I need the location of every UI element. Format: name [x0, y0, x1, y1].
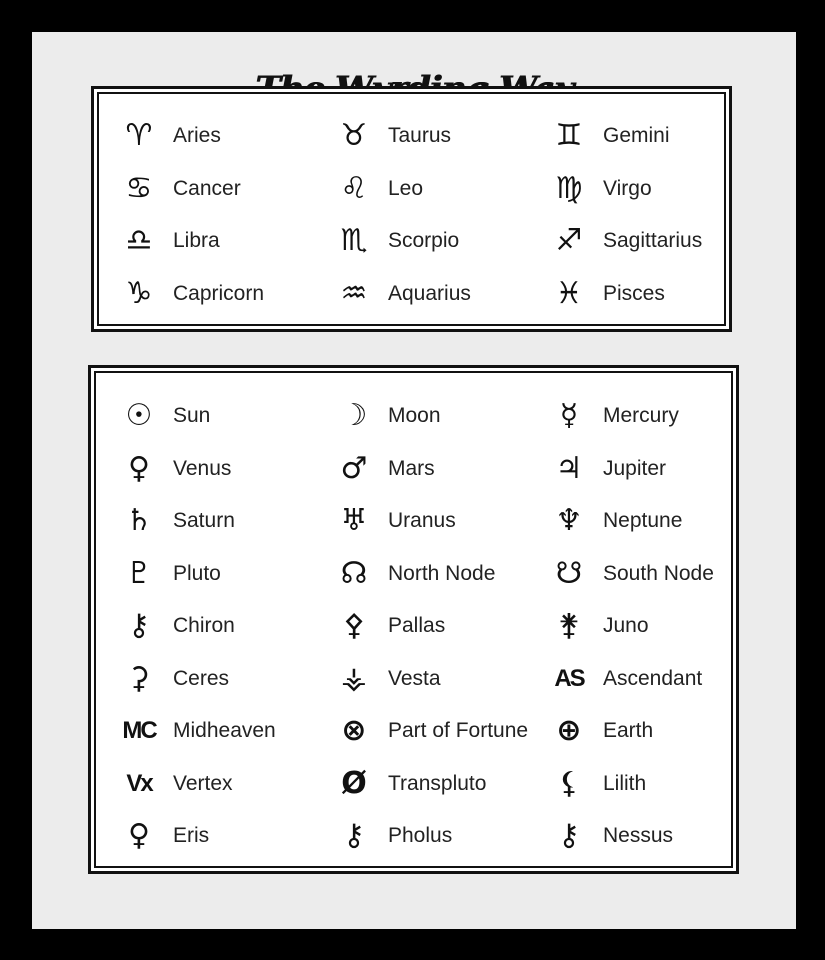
transpluto-icon: Ø — [341, 765, 367, 801]
item-label: Aquarius — [388, 281, 471, 305]
vesta-icon: ⚶ — [341, 660, 367, 696]
venus-icon: ♀ — [128, 450, 150, 486]
mars-icon: ♂ — [340, 450, 368, 486]
capricorn-icon: ♑ — [125, 275, 153, 311]
list-item — [549, 606, 649, 646]
item-label: Capricorn — [173, 281, 265, 305]
item-label: Nessus — [603, 824, 674, 847]
list-item — [334, 816, 452, 856]
item-label: Jupiter — [603, 456, 667, 480]
list-item — [549, 659, 702, 699]
list-item — [549, 221, 702, 261]
list-item — [119, 501, 235, 541]
item-label: Vesta — [388, 666, 441, 690]
item-label: Ascendant — [603, 666, 703, 690]
item-label: Leo — [388, 176, 424, 200]
list-item — [334, 396, 441, 436]
item-label: Uranus — [388, 509, 456, 532]
item-label: Eris — [173, 824, 210, 847]
item-label: Earth — [603, 719, 654, 742]
list-item — [334, 764, 486, 804]
pallas-icon: ⚴ — [343, 608, 365, 643]
item-label: Midheaven — [173, 719, 276, 742]
ascendant-icon: AS — [554, 664, 584, 692]
neptune-icon: ♆ — [555, 503, 583, 538]
list-item — [119, 396, 210, 436]
item-label: Transpluto — [388, 771, 487, 795]
item-label: Taurus — [388, 124, 452, 147]
item-label: Lilith — [603, 771, 647, 795]
libra-icon: ♎ — [125, 223, 153, 258]
item-label: Moon — [388, 404, 441, 427]
item-label: Saturn — [173, 509, 235, 532]
item-label: Cancer — [173, 176, 241, 200]
cancer-icon: ♋ — [125, 170, 153, 206]
pisces-icon: ♓ — [555, 275, 583, 311]
item-label: Gemini — [603, 124, 670, 147]
list-item — [119, 764, 233, 804]
sun-icon: ☉ — [125, 398, 153, 433]
item-label: Part of Fortune — [388, 719, 529, 742]
item-label: Mars — [388, 456, 435, 480]
list-item — [334, 221, 459, 261]
list-item — [549, 449, 666, 489]
list-item — [549, 501, 682, 541]
list-item — [119, 449, 231, 489]
earth-icon: ⊕ — [556, 713, 582, 748]
north-node-icon: ☊ — [340, 555, 368, 591]
list-item — [334, 711, 528, 751]
part-of-fortune-icon: ⊗ — [341, 713, 367, 748]
south-node-icon: ☋ — [555, 555, 583, 591]
item-label: Neptune — [603, 509, 683, 532]
list-item — [119, 659, 229, 699]
list-item — [334, 169, 423, 209]
list-item — [119, 274, 264, 314]
leo-icon: ♌ — [340, 170, 368, 206]
item-label: Sagittarius — [603, 229, 703, 252]
list-item — [334, 116, 451, 156]
list-item — [334, 606, 445, 646]
list-item — [119, 169, 241, 209]
mercury-icon: ☿ — [559, 398, 579, 433]
midheaven-icon: MC — [122, 717, 156, 744]
list-item — [119, 221, 220, 261]
aquarius-icon: ♒ — [340, 275, 368, 311]
list-item — [334, 501, 456, 541]
list-item — [549, 274, 665, 314]
vertex-icon: Vx — [126, 769, 152, 797]
juno-icon: ⚵ — [558, 608, 580, 643]
saturn-icon: ♄ — [125, 503, 153, 538]
item-label: Mercury — [603, 404, 679, 427]
jupiter-icon: ♃ — [555, 450, 583, 486]
pholus-icon: ⚷ — [343, 818, 365, 853]
list-item — [334, 554, 495, 594]
pluto-icon: ♇ — [125, 555, 153, 591]
list-item — [119, 116, 221, 156]
list-item — [549, 116, 670, 156]
item-label: Chiron — [173, 614, 235, 637]
celestial-bodies-panel — [88, 365, 739, 874]
scorpio-icon: ♏ — [340, 223, 368, 258]
lilith-icon: ⚸ — [558, 765, 580, 801]
item-label: Libra — [173, 229, 220, 252]
item-label: Ceres — [173, 666, 230, 690]
list-item — [334, 659, 441, 699]
item-label: Pallas — [388, 614, 446, 637]
item-label: Virgo — [603, 176, 652, 200]
list-item — [549, 396, 679, 436]
list-item — [119, 816, 209, 856]
item-label: Venus — [173, 456, 232, 480]
item-label: Aries — [173, 124, 221, 147]
list-item — [549, 169, 652, 209]
taurus-icon: ♉ — [340, 118, 368, 153]
item-label: Scorpio — [388, 229, 460, 252]
list-item — [549, 764, 646, 804]
list-item — [119, 606, 235, 646]
virgo-icon: ♍ — [555, 170, 583, 206]
item-label: Pluto — [173, 561, 221, 585]
moon-icon: ☽ — [340, 398, 368, 433]
list-item — [334, 449, 435, 489]
sagittarius-icon: ♐ — [555, 223, 583, 258]
item-label: Juno — [603, 614, 649, 637]
zodiac-signs-panel — [91, 86, 732, 332]
item-label: Sun — [173, 404, 211, 427]
ceres-icon: ⚳ — [128, 660, 150, 696]
item-label: South Node — [603, 561, 714, 585]
item-label: Pisces — [603, 281, 665, 305]
item-label: North Node — [388, 561, 496, 585]
nessus-icon: ⚷ — [558, 818, 580, 853]
item-label: Vertex — [173, 771, 233, 795]
eris-icon: ♀ — [128, 818, 150, 853]
gemini-icon: ♊ — [555, 118, 583, 153]
list-item — [549, 711, 653, 751]
item-label: Pholus — [388, 824, 453, 847]
list-item — [549, 816, 673, 856]
list-item — [119, 554, 221, 594]
list-item — [334, 274, 471, 314]
list-item — [549, 554, 714, 594]
list-item — [119, 711, 276, 751]
chiron-icon: ⚷ — [128, 608, 150, 643]
aries-icon: ♈ — [125, 118, 153, 153]
uranus-icon: ♅ — [340, 503, 368, 538]
